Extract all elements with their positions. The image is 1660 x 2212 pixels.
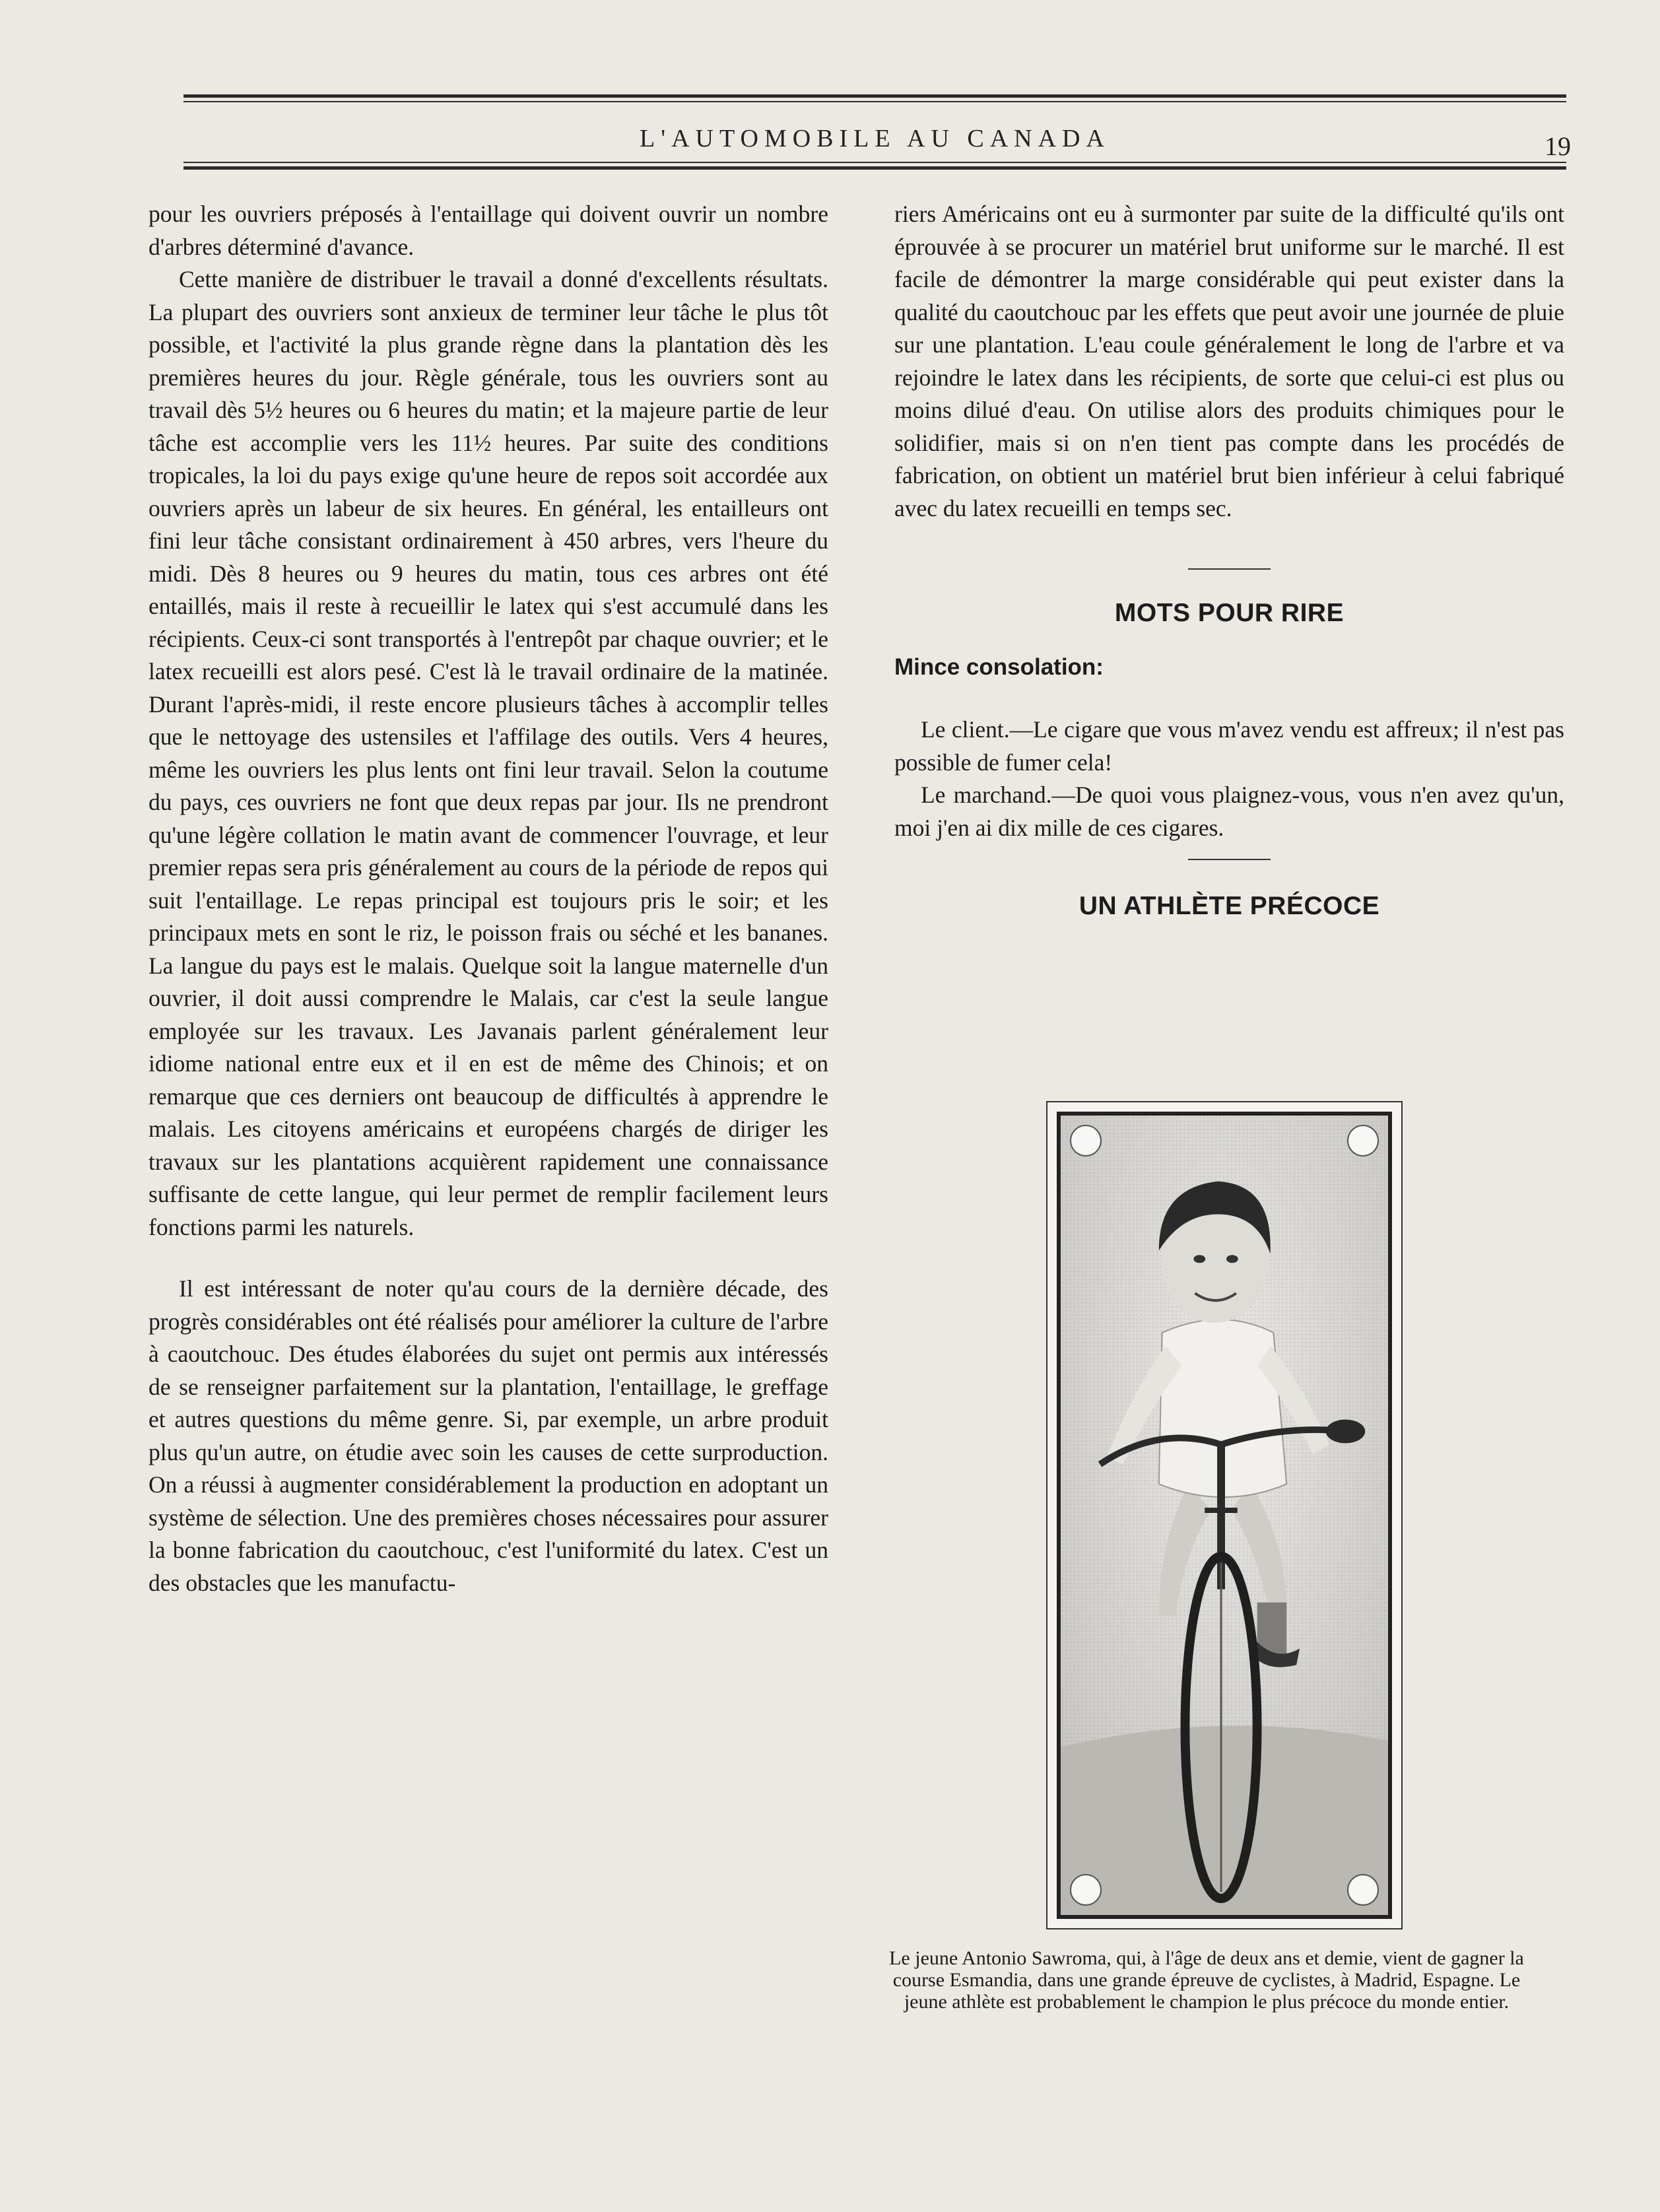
joke-dialog xyxy=(894,714,1564,844)
joke-line-client: Le client.—Le cigare que vous m'avez vendu est affreux; il n'est pas possible de fumer cela! xyxy=(894,716,1564,776)
header-top-rule xyxy=(183,94,1566,98)
header-bottom-rule xyxy=(183,166,1566,170)
corner-hole xyxy=(1070,1874,1102,1906)
photo-caption: Le jeune Antonio Sawroma, qui, à l'âge de deux ans et demie, vient de gagner la course Esmandia, dans une grande épreuve de cyclistes, à Madrid, Espagne. Le jeune athlète est probablement le champion le plus précoce du monde entier. xyxy=(889,1947,1524,2013)
humor-heading: MOTS POUR RIRE xyxy=(1114,599,1345,627)
left-column xyxy=(149,198,828,1599)
boy-on-bicycle-illustration xyxy=(1061,1116,1388,1915)
page-number: 19 xyxy=(1544,131,1571,161)
header-bottom-rule-inner xyxy=(183,162,1566,163)
photo-heading: UN ATHLÈTE PRÉCOCE xyxy=(1079,892,1380,920)
joke-line-merchant: Le marchand.—De quoi vous plaignez-vous, vous n'en avez qu'un, moi j'en ai dix mille de ces cigares. xyxy=(894,782,1564,841)
section-divider xyxy=(1188,859,1271,860)
paragraph: Il est intéressant de noter qu'au cours de la dernière décade, des progrès considérables ont été réalisés pour améliorer la culture de l'arbre à caoutchouc. Des études élaborées du sujet ont permis aux intéressés de se renseigner parfaitement sur la plantation, l'entaillage, le greffage et autres questions du même genre. Si, par exemple, un arbre produit plus qu'un autre, on étudie avec soin les causes de cette surproduction. On a réussi à augmenter considérablement la production en adoptant un système de sélection. Une des premières choses nécessaires pour assurer la bonne fabrication du caoutchouc, c'est l'uniformité du latex. C'est un des obstacles que les manufactu- xyxy=(149,1275,828,1596)
paragraph: pour les ouvriers préposés à l'entaillage qui doivent ouvrir un nombre d'arbres déterminé d'avance. xyxy=(149,201,828,260)
header-top-rule-inner xyxy=(183,101,1566,102)
corner-hole xyxy=(1347,1125,1379,1156)
joke-title: Mince consolation: xyxy=(894,654,1104,680)
photo-frame xyxy=(1046,1101,1403,1929)
section-divider xyxy=(1188,568,1271,570)
boy-on-bicycle-photo xyxy=(1057,1112,1392,1919)
paragraph-continuation: riers Américains ont eu à surmonter par suite de la difficulté qu'ils ont éprouvée à se procurer un matériel brut uniforme sur le marché. Il est facile de démontrer la marge considérable qui peut exister dans la qualité du caoutchouc par les effets que peut avoir une journée de pluie sur une plantation. L'eau coule généralement le long de l'arbre et va rejoindre le latex dans les récipients, de sorte que celui-ci est plus ou moins dilué d'eau. On utilise alors des produits chimiques pour le solidifier, mais si on n'en tient pas compte dans les procédés de fabrication, on obtient un matériel brut bien inférieur à celui fabriqué avec du latex recueilli en temps sec. xyxy=(894,201,1564,521)
right-column xyxy=(894,198,1564,921)
corner-hole xyxy=(1347,1874,1379,1906)
corner-hole xyxy=(1070,1125,1102,1156)
running-title: L'AUTOMOBILE AU CANADA xyxy=(640,125,1110,152)
paragraph: Cette manière de distribuer le travail a donné d'excellents résultats. La plupart des ouvriers sont anxieux de terminer leur tâche le plus tôt possible, et l'activité la plus grande règne dans la plantation dès les premières heures du jour. Règle générale, tous les ouvriers sont au travail dès 5½ heures ou 6 heures du matin; et la majeure partie de leur tâche est accomplie vers les 11½ heures. Par suite des conditions tropicales, la loi du pays exige qu'une heure de repos soit accordée aux ouvriers après un labeur de six heures. En général, les entailleurs ont fini leur tâche consistant ordinairement à 450 arbres, vers l'heure du midi. Dès 8 heures ou 9 heures du matin, tous ces arbres ont été entaillés, mais il reste à recueillir le latex qui s'est accumulé dans les récipients. Ceux-ci sont transportés à l'entrepôt par chaque ouvrier; et le latex recueilli est alors pesé. C'est là le travail ordinaire de la matinée. Durant l'après-midi, il reste encore plusieurs tâches à accomplir telles que le nettoyage des ustensiles et l'affilage des outils. Vers 4 heures, même les ouvriers les plus lents ont fini leur travail. Selon la coutume du pays, ces ouvriers ne font que deux repas par jour. Ils ne prendront qu'une légère collation le matin avant de commencer l'ouvrage, et leur premier repas sera pris généralement au cours de la période de repos qui suit l'entaillage. Le repas principal est toujours pris le soir; et les principaux mets en sont le riz, le poisson frais ou séché et les bananes. La langue du pays est le malais. Quelque soit la langue maternelle d'un ouvrier, il doit aussi comprendre le Malais, car c'est la seule langue employée sur les travaux. Les Javanais parlent généralement leur idiome national entre eux et il en est de même des Chinois; et on remarque que ces derniers ont beaucoup de difficultés à apprendre le malais. Les citoyens américains et européens chargés de diriger les travaux sur les plantations acquièrent rapidement une connaissance suffisante de cette langue, qui leur permet de remplir facilement leurs fonctions parmi les naturels. xyxy=(149,266,828,1240)
